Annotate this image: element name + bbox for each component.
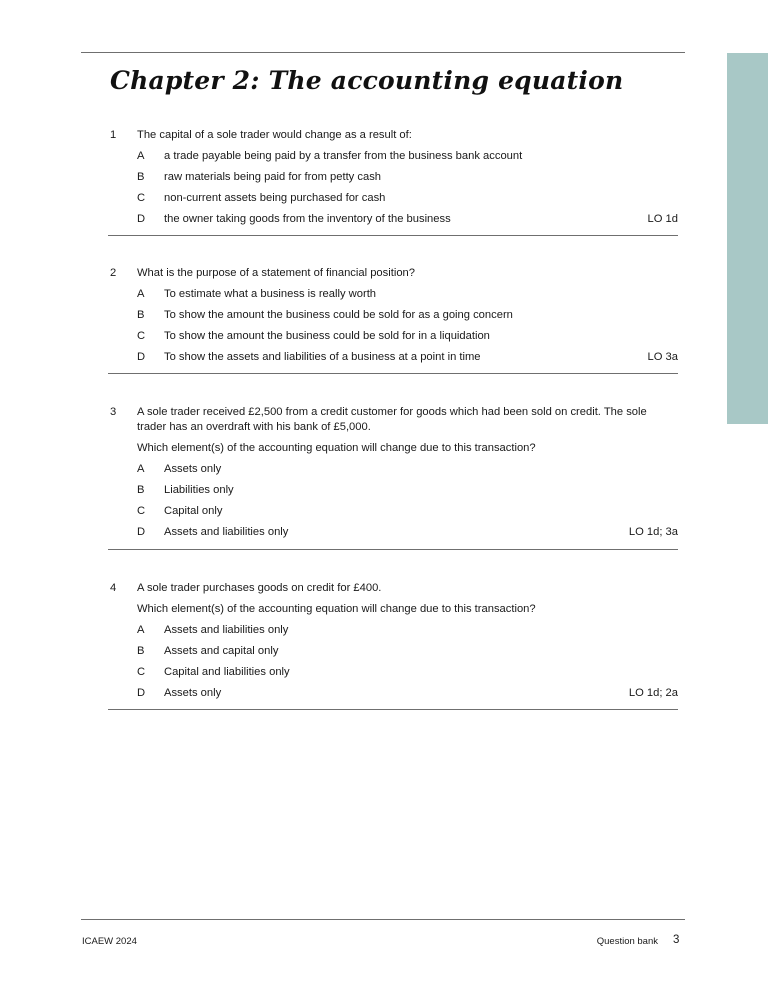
option-text: To show the amount the business could be sold for in a liquidation <box>164 330 490 342</box>
question-1 <box>108 128 678 233</box>
option-letter: B <box>137 645 145 657</box>
answer-options <box>108 623 678 707</box>
learning-outcome: LO 1d <box>647 213 678 225</box>
option-text: the owner taking goods from the inventory of the business <box>164 213 451 225</box>
option-letter: B <box>137 171 145 183</box>
question-number: 2 <box>110 267 117 279</box>
option-c <box>108 665 678 686</box>
option-text: To estimate what a business is really worth <box>164 288 377 300</box>
footer-rule <box>81 919 685 920</box>
option-a <box>108 462 678 483</box>
option-b <box>108 644 678 665</box>
top-rule <box>81 52 685 53</box>
option-text: Assets and capital only <box>164 645 279 657</box>
question-2 <box>108 266 678 371</box>
option-b <box>108 170 678 191</box>
option-letter: D <box>137 213 146 225</box>
question-text: The capital of a sole trader would change as a result of: <box>137 129 412 141</box>
option-letter: B <box>137 309 145 321</box>
option-text: Assets and liabilities only <box>164 624 289 636</box>
option-a <box>108 623 678 644</box>
option-text: To show the assets and liabilities of a business at a point in time <box>164 351 481 363</box>
question-number: 1 <box>110 129 117 141</box>
question-divider <box>108 373 678 374</box>
question-text: A sole trader received £2,500 from a credit customer for goods which had been sold on credit. The sole trader has an overdraft with his bank of £5,000. <box>137 406 647 433</box>
option-b <box>108 308 678 329</box>
option-letter: C <box>137 666 146 678</box>
option-text: Capital only <box>164 505 223 517</box>
question-divider <box>108 709 678 710</box>
option-d <box>108 686 678 707</box>
option-text: non-current assets being purchased for cash <box>164 192 386 204</box>
option-text: Assets only <box>164 463 222 475</box>
question-3 <box>108 405 678 546</box>
option-text: To show the amount the business could be sold for as a going concern <box>164 309 513 321</box>
option-text: Assets only <box>164 687 222 699</box>
option-text: a trade payable being paid by a transfer from the business bank account <box>164 150 523 162</box>
answer-options <box>108 287 678 371</box>
page-number: 3 <box>673 934 680 946</box>
question-text: Which element(s) of the accounting equation will change due to this transaction? <box>137 603 536 615</box>
option-text: Capital and liabilities only <box>164 666 290 678</box>
option-c <box>108 191 678 212</box>
question-text: A sole trader purchases goods on credit for £400. <box>137 582 382 594</box>
option-a <box>108 149 678 170</box>
option-letter: D <box>137 351 146 363</box>
learning-outcome: LO 1d; 3a <box>628 526 678 538</box>
option-c <box>108 504 678 525</box>
option-a <box>108 287 678 308</box>
option-text: raw materials being paid for from petty cash <box>164 171 382 183</box>
option-letter: A <box>137 624 145 636</box>
question-number: 4 <box>110 582 117 594</box>
option-d <box>108 350 678 371</box>
option-d <box>108 525 678 546</box>
option-letter: A <box>137 288 145 300</box>
option-c <box>108 329 678 350</box>
learning-outcome: LO 1d; 2a <box>628 687 678 699</box>
learning-outcome: LO 3a <box>647 351 678 363</box>
option-letter: A <box>137 150 145 162</box>
option-b <box>108 483 678 504</box>
option-letter: C <box>137 330 146 342</box>
question-divider <box>108 235 678 236</box>
chapter-side-tab <box>727 53 768 424</box>
question-text: Which element(s) of the accounting equation will change due to this transaction? <box>137 442 536 454</box>
question-4 <box>108 581 678 707</box>
option-text: Liabilities only <box>164 484 234 496</box>
option-letter: C <box>137 505 146 517</box>
option-letter: A <box>137 463 145 475</box>
question-number: 3 <box>110 406 117 418</box>
answer-options <box>108 149 678 233</box>
option-letter: D <box>137 687 146 699</box>
footer-publisher: ICAEW 2024 <box>82 936 137 947</box>
question-text: What is the purpose of a statement of financial position? <box>137 267 415 279</box>
option-text: Assets and liabilities only <box>164 526 289 538</box>
answer-options <box>108 462 678 546</box>
chapter-title: Chapter 2: The accounting equation <box>110 66 624 95</box>
option-letter: D <box>137 526 146 538</box>
footer-section-title: Question bank <box>596 936 658 947</box>
question-divider <box>108 549 678 550</box>
option-letter: B <box>137 484 145 496</box>
option-letter: C <box>137 192 146 204</box>
option-d <box>108 212 678 233</box>
